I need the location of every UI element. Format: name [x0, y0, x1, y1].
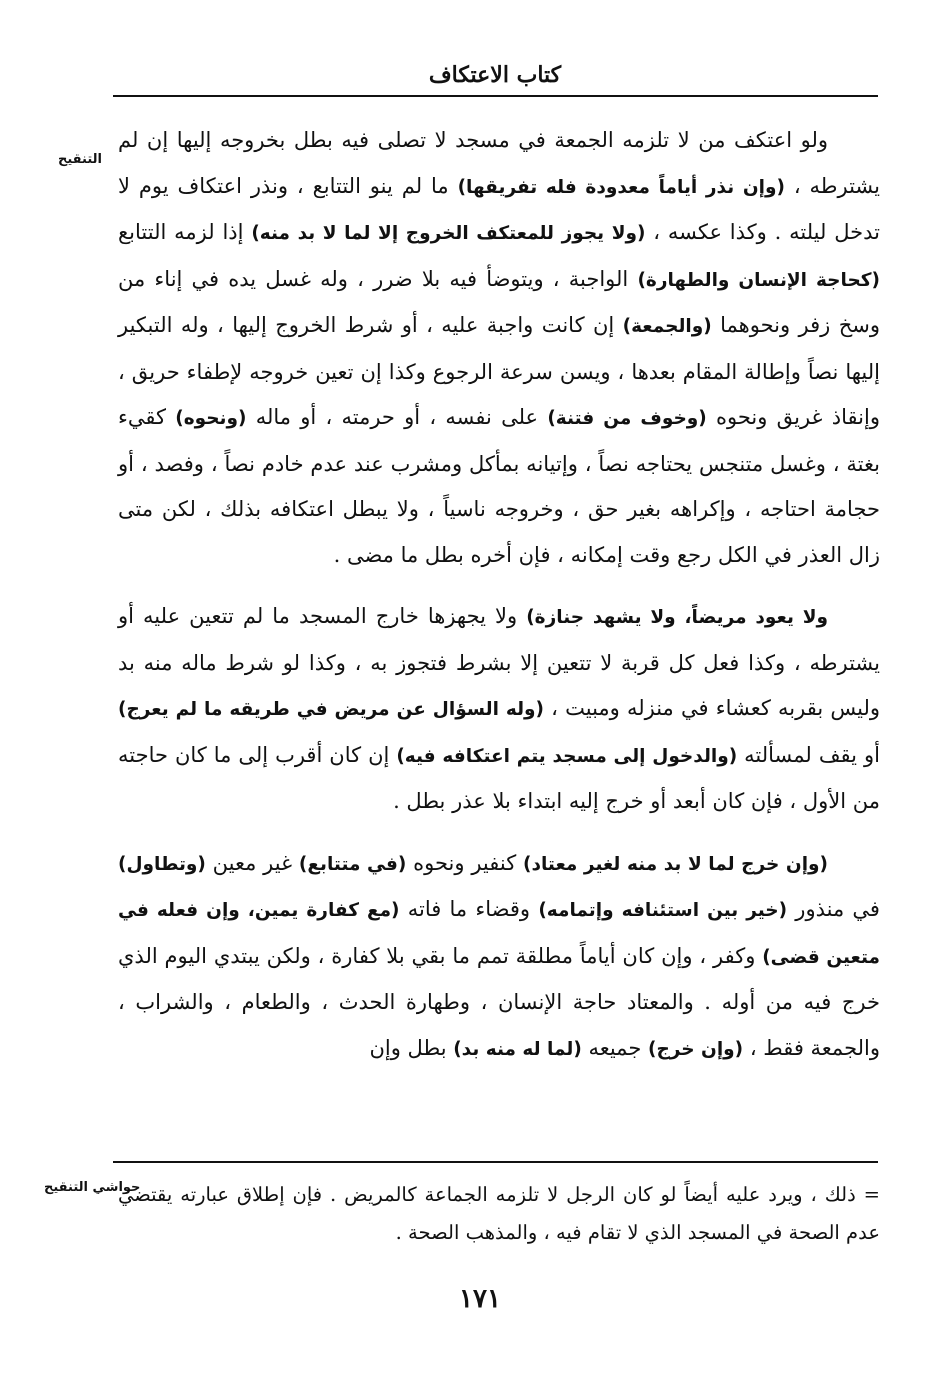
bold-matn-run: (ولا يجوز للمعتكف الخروج إلا لما لا بد منه) — [251, 223, 646, 244]
paragraph — [118, 118, 880, 578]
commentary-run: كنفير ونحوه — [406, 850, 524, 875]
main-text — [118, 118, 880, 1072]
bold-matn-run: (وإن نذر أياماً معدودة فله تفريقها) — [457, 176, 785, 198]
commentary-run: ولو اعتكف من لا تلزمه الجمعة في مسجد لا تصلى فيه بطل بخروجه إليها إن لم يشترطه ، — [118, 128, 880, 198]
commentary-run: كقيء بغتة ، وغسل متنجس يحتاجه نصاً ، وإتيانه بمأكل ومشرب عند عدم خادم نصاً ، وفصد ، أو حجامة احتاجه ، وإكراهه بغير حق ، وخروجه ناسياً ، ولا يبطل اعتكافه بذلك ، لكن متى زال العذر في الكل رجع وقت إمكانه ، فإن أخره بطل ما مضى . — [118, 405, 880, 567]
commentary-run: ولا يجهزها خارج المسجد ما لم تتعين عليه أو يشترطه ، وكذا فعل كل قربة لا تتعين إلا بشرط فتجوز به ، وكذا لو شرط ماله منه بد وليس بقربه كعشاء في منزله ومبيت ، — [118, 604, 880, 720]
bold-matn-run: (والجمعة) — [622, 316, 712, 337]
bold-matn-run: (في متتابع) — [298, 853, 407, 875]
bold-matn-run: (وإن خرج لما لا بد منه لغير معتاد) — [523, 853, 828, 875]
commentary-run: بطل وإن — [369, 1035, 454, 1060]
bold-matn-run: (ونحوه) — [175, 408, 247, 429]
commentary-run: ما لم ينو التتابع ، ونذر اعتكاف يوم لا تدخل ليلته . وكذا عكسه ، — [118, 173, 880, 244]
bold-matn-run: (مع كفارة يمين، وإن فعله في متعين قضى) — [118, 900, 880, 968]
commentary-run: أو يقف لمسألته — [737, 742, 880, 767]
paragraph — [118, 594, 880, 825]
commentary-run: في منذور — [787, 897, 880, 921]
commentary-run: إن كانت واجبة عليه ، أو شرط الخروج إليها ، وله التبكير إليها نصاً وإطالة المقام بعدها ، ويسن سرعة الرجوع وكذا إن تعين خروجه لإطفاء حريق ، وإنقاذ غريق ونحوه — [118, 313, 880, 429]
commentary-run: إذا لزمه التتابع — [118, 220, 252, 244]
commentary-run: وقضاء ما فاته — [399, 897, 539, 921]
bold-matn-run: (وله السؤال عن مريض في طريقه ما لم يعرج) — [118, 699, 544, 720]
bold-matn-run: ولا يعود مريضاً، ولا يشهد جنازة) — [526, 607, 828, 628]
commentary-run: إن كان أقرب إلى ما كان حاجته من الأول ، فإن كان أبعد أو خرج إليه ابتداء بلا عذر بطل . — [118, 742, 880, 813]
commentary-run: جميعه — [581, 1035, 648, 1060]
commentary-run: الواجبة ، ويتوضأ فيه بلا ضرر ، وله غسل يده في إناء من وسخ زفر ونحوهما — [118, 266, 880, 337]
footnote-divider — [113, 1161, 878, 1163]
paragraph — [118, 841, 880, 1073]
bold-matn-run: (كحاجة الإنسان والطهارة) — [637, 269, 881, 291]
commentary-run: على نفسه ، أو حرمته ، أو ماله — [246, 405, 548, 429]
footnote-text: = ذلك ، ويرد عليه أيضاً لو كان الرجل لا تلزمه الجماعة كالمريض . فإن إطلاق عبارته يقتضي عدم الصحة في المسجد الذي لا تقام فيه ، والمذهب الصحة . — [118, 1183, 880, 1244]
bold-matn-run: (والدخول إلى مسجد يتم اعتكافه فيه) — [396, 745, 738, 767]
header-divider — [113, 95, 878, 97]
page-number: ١٧١ — [459, 1284, 501, 1314]
bold-matn-run: (وخوف من فتنة) — [547, 408, 707, 429]
margin-label-footnotes: حواشي التنقيح — [44, 1180, 141, 1195]
footnote — [118, 1176, 880, 1252]
commentary-run: وكفر ، وإن كان أياماً مطلقة تمم ما بقي بلا كفارة ، ولكن يبتدي اليوم الذي خرج فيه من أوله . والمعتاد حاجة الإنسان ، وطهارة الحدث ، والطعام ، والشراب ، والجمعة فقط ، — [118, 943, 880, 1060]
bold-matn-run: (لما له منه بد) — [453, 1038, 582, 1060]
bold-matn-run: (خير بين استئنافه وإتمامه) — [538, 900, 788, 921]
running-header: كتاب الاعتكاف — [428, 62, 562, 88]
commentary-run: غير معين — [205, 850, 299, 875]
margin-label-main: التنقيح — [58, 152, 102, 167]
bold-matn-run: (وإن خرج) — [647, 1038, 744, 1060]
bold-matn-run: (وتطاول) — [118, 853, 206, 875]
